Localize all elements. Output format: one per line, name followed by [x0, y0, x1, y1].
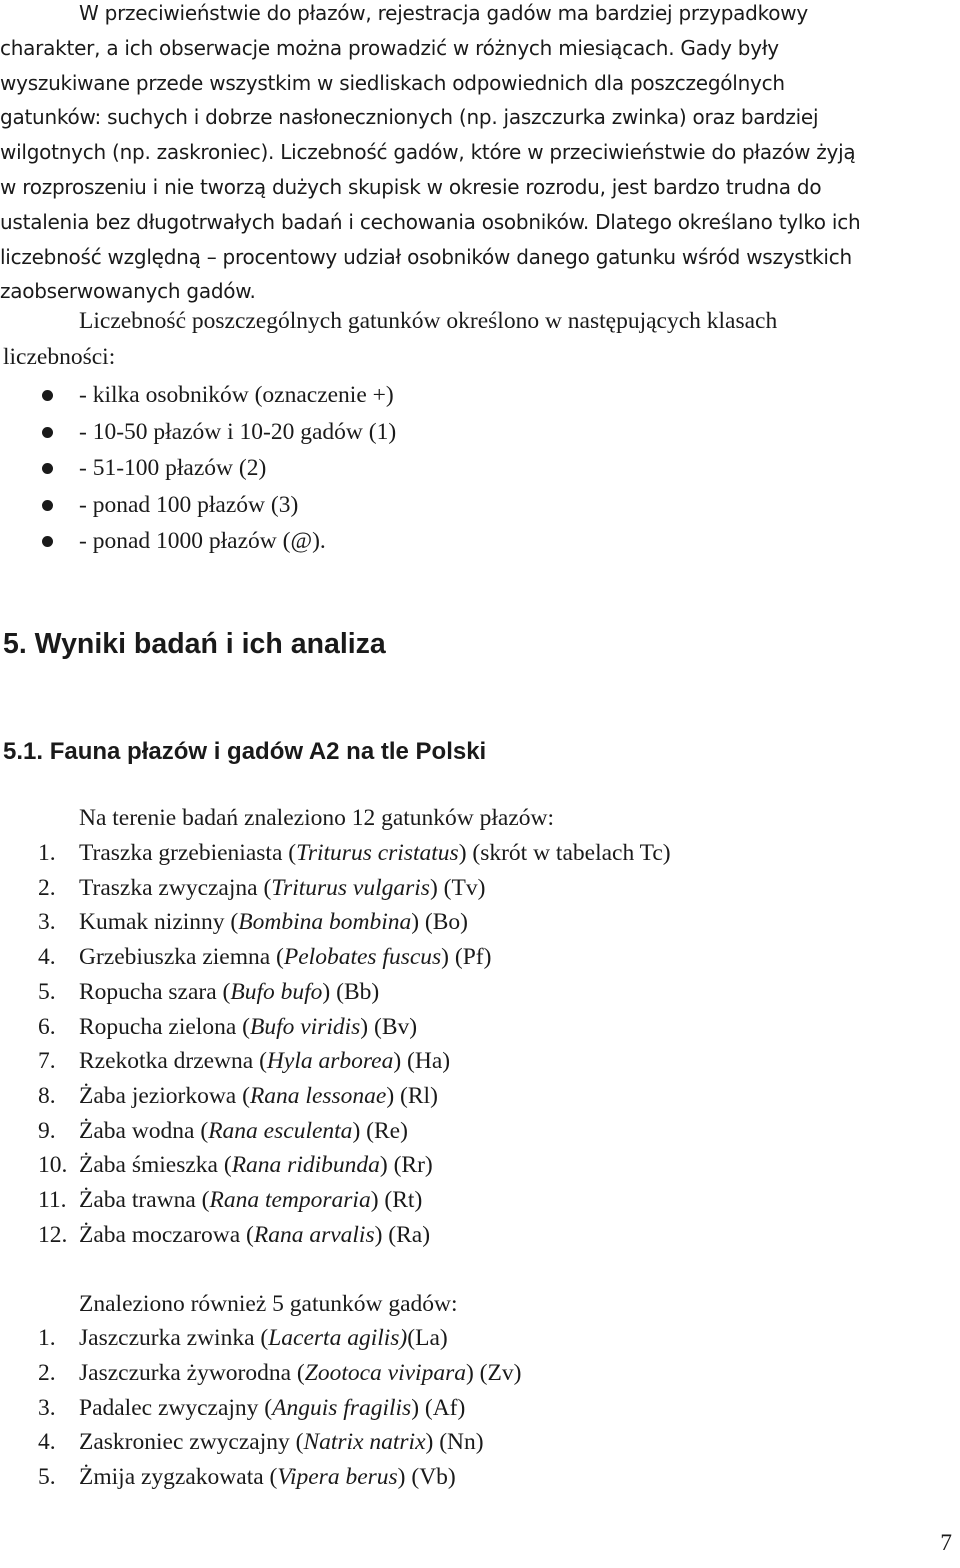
species-abbreviation: ) (Rl) [386, 1082, 438, 1109]
species-entry [79, 1044, 450, 1079]
list-item-number: 3. [38, 1394, 56, 1421]
list-item-number: 5. [38, 1464, 56, 1491]
species-abbreviation: ) (Bo) [411, 909, 469, 936]
species-common-name: Żaba śmieszka ( [79, 1152, 232, 1179]
list-item-number: 12. [38, 1221, 68, 1248]
bullet-icon [42, 536, 53, 547]
species-entry [79, 1183, 422, 1218]
paragraph-reptile-registration [0, 0, 960, 309]
species-entry [79, 1321, 448, 1356]
species-common-name: Padalec zwyczajny ( [79, 1394, 273, 1421]
species-entry [79, 1460, 456, 1495]
species-common-name: Ropucha zielona ( [79, 1013, 250, 1040]
paragraph-line: zaobserwowanych gadów. [0, 279, 256, 304]
species-common-name: Rzekotka drzewna ( [79, 1048, 267, 1075]
paragraph-line: liczebność względną – procentowy udział osobników danego gatunku wśród wszystkich [0, 244, 852, 269]
paragraph-line: charakter, a ich obserwacje można prowadzić w różnych miesiącach. Gady były [0, 35, 779, 60]
list-item-number: 11. [38, 1187, 67, 1213]
species-entry [79, 940, 491, 975]
species-latin-name: Rana esculenta [208, 1117, 353, 1144]
species-abbreviation: ) (Zv) [465, 1359, 522, 1386]
species-common-name: Żaba moczarowa ( [79, 1221, 254, 1248]
bullet-icon [42, 427, 53, 438]
species-latin-name: Vipera berus [277, 1464, 398, 1491]
species-entry [79, 1391, 465, 1426]
species-common-name: Jaszczurka zwinka ( [79, 1325, 269, 1351]
species-latin-name: Hyla arborea [266, 1048, 394, 1075]
species-latin-name: Triturus vulgaris [271, 874, 430, 901]
species-abbreviation: (La) [407, 1325, 448, 1351]
list-item-number: 3. [38, 909, 56, 936]
species-abbreviation: ) (Tv) [429, 874, 486, 901]
species-latin-name: Bufo viridis [249, 1013, 361, 1040]
paragraph-line: liczebności: [3, 343, 116, 370]
species-entry [79, 1010, 417, 1045]
species-abbreviation: ) (Pf) [441, 944, 492, 971]
paragraph-line: W przeciwieństwie do płazów, rejestracja gadów ma bardziej przypadkowy [79, 1, 808, 25]
species-abbreviation: ) (Vb) [397, 1464, 456, 1491]
species-abbreviation: ) (Nn) [425, 1429, 484, 1456]
list-item-number: 10. [38, 1152, 68, 1179]
species-common-name: Traszka zwyczajna ( [79, 874, 272, 901]
list-item-number: 4. [38, 1429, 56, 1456]
list-item-number: 2. [38, 874, 56, 901]
species-abbreviation: ) (Ra) [374, 1221, 431, 1248]
list-item-number: 1. [38, 840, 56, 866]
list-item-text: - ponad 1000 płazów (@). [79, 528, 326, 554]
list-item-number: 1. [38, 1325, 56, 1351]
species-latin-name: Natrix natrix [303, 1429, 426, 1456]
species-entry [79, 1425, 484, 1460]
species-entry [79, 871, 485, 906]
species-common-name: Żaba trawna ( [79, 1187, 210, 1213]
amphibians-intro: Na terenie badań znaleziono 12 gatunków płazów: [79, 805, 555, 831]
subsection-heading: 5.1. Fauna płazów i gadów A2 na tle Polski [3, 738, 487, 765]
list-item-text: - 51-100 płazów (2) [79, 455, 267, 481]
reptiles-intro: Znaleziono również 5 gatunków gadów: [79, 1291, 458, 1317]
list-item-number: 5. [38, 978, 56, 1005]
species-latin-name: Rana lessonae [249, 1082, 387, 1109]
list-item-number: 7. [38, 1048, 56, 1075]
species-latin-name: Zootoca vivipara [304, 1359, 466, 1386]
paragraph-line: ustalenia bez długotrwałych badań i cechowania osobników. Dlatego określano tylko ich [0, 209, 861, 234]
species-common-name: Jaszczurka żyworodna ( [79, 1359, 305, 1386]
species-common-name: Ropucha szara ( [79, 978, 231, 1005]
species-latin-name: Bufo bufo [230, 978, 323, 1005]
bullet-icon [42, 500, 53, 511]
bullet-icon [42, 463, 53, 474]
species-latin-name: Rana ridibunda [231, 1152, 380, 1179]
species-latin-name: Rana arvalis [253, 1221, 375, 1248]
species-latin-name: Lacerta agilis) [268, 1325, 408, 1351]
paragraph-abundance-classes [0, 304, 777, 375]
species-latin-name: Pelobates fuscus [283, 944, 442, 971]
species-entry [79, 975, 379, 1010]
species-latin-name: Anguis fragilis [272, 1394, 412, 1421]
list-item-number: 8. [38, 1082, 56, 1109]
species-entry [79, 1356, 521, 1391]
list-item-text: - kilka osobników (oznaczenie +) [79, 382, 394, 408]
page-number: 7 [940, 1530, 952, 1556]
species-common-name: Kumak nizinny ( [79, 909, 239, 936]
species-abbreviation: ) (Ha) [393, 1048, 451, 1075]
species-abbreviation: ) (Re) [352, 1117, 408, 1144]
species-abbreviation: ) (Rr) [379, 1152, 433, 1179]
list-item-number: 4. [38, 944, 56, 971]
section-heading: 5. Wyniki badań i ich analiza [3, 628, 386, 660]
list-item-number: 6. [38, 1013, 56, 1040]
species-entry [79, 836, 671, 871]
paragraph-line: w rozproszeniu i nie tworzą dużych skupisk w okresie rozrodu, jest bardzo trudna do [0, 174, 822, 199]
species-abbreviation: ) (Rt) [370, 1187, 423, 1213]
species-entry [79, 905, 468, 940]
species-abbreviation: ) (Af) [411, 1394, 466, 1421]
paragraph-line: Liczebność poszczególnych gatunków określono w następujących klasach [79, 308, 778, 334]
species-latin-name: Triturus cristatus [296, 840, 459, 866]
species-common-name: Żmija zygzakowata ( [79, 1464, 278, 1491]
bullet-icon [42, 390, 53, 401]
list-item-text: - 10-50 płazów i 10-20 gadów (1) [79, 418, 397, 445]
species-entry [79, 1218, 430, 1253]
list-item-number: 2. [38, 1359, 56, 1386]
species-latin-name: Rana temporaria [209, 1187, 371, 1213]
species-entry [79, 1148, 433, 1183]
species-entry [79, 1079, 438, 1114]
paragraph-line: wilgotnych (np. zaskroniec). Liczebność gadów, które w przeciwieństwie do płazów żyją [0, 140, 856, 165]
species-common-name: Grzebiuszka ziemna ( [79, 944, 284, 971]
list-item-number: 9. [38, 1117, 56, 1144]
species-abbreviation: ) (Bv) [360, 1013, 418, 1040]
species-common-name: Żaba jeziorkowa ( [79, 1082, 250, 1109]
species-common-name: Zaskroniec zwyczajny ( [79, 1429, 304, 1456]
species-entry [79, 1114, 408, 1149]
species-abbreviation: ) (Bb) [322, 978, 380, 1005]
species-abbreviation: ) (skrót w tabelach Tc) [458, 840, 671, 866]
species-common-name: Żaba wodna ( [79, 1117, 209, 1144]
paragraph-line: wyszukiwane przede wszystkim w siedliskach odpowiednich dla poszczególnych [0, 70, 785, 95]
species-latin-name: Bombina bombina [238, 909, 412, 936]
list-item-text: - ponad 100 płazów (3) [79, 491, 299, 518]
paragraph-line: gatunków: suchych i dobrze nasłonecznionych (np. jaszczurka zwinka) oraz bardziej [0, 105, 819, 130]
species-common-name: Traszka grzebieniasta ( [79, 840, 297, 866]
